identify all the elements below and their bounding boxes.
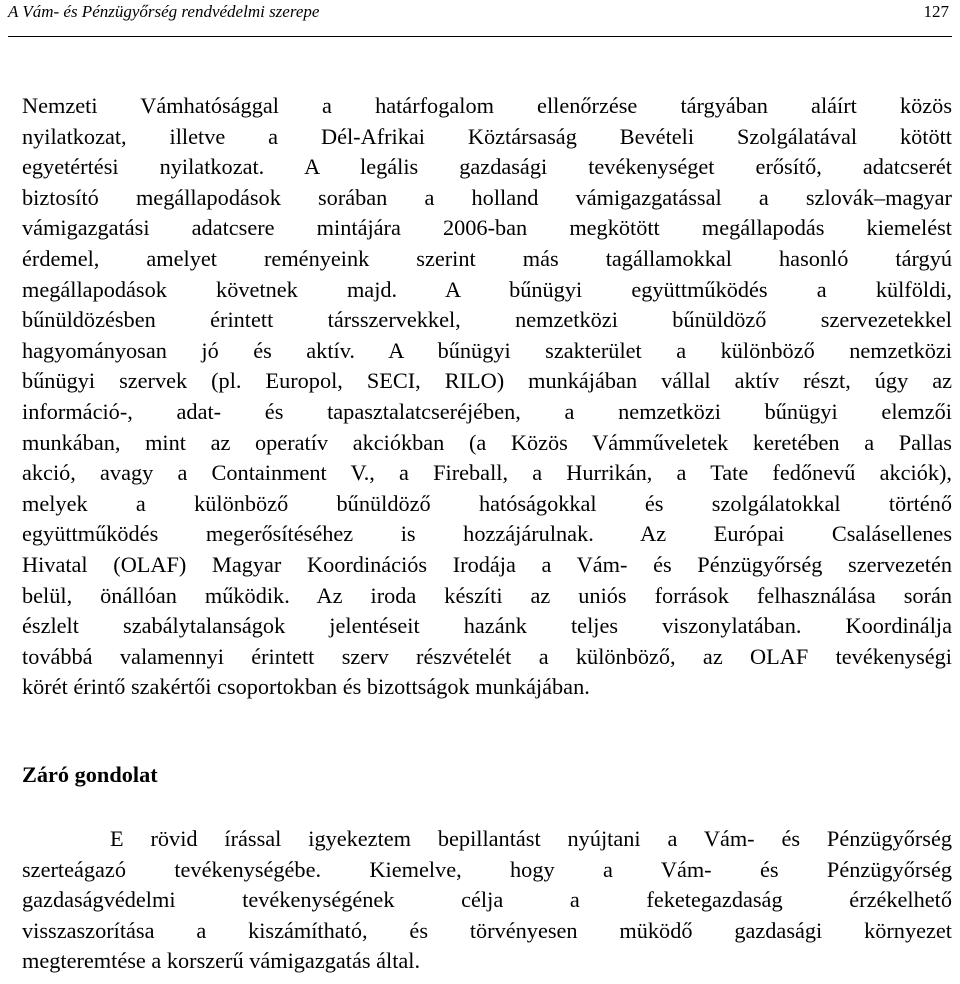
text-line: E rövid írással igyekeztem bepillantást nyújtani a Vám- és Pénzügyőrség	[110, 826, 952, 851]
text-line: melyek a különböző bűnüldöző hatóságokkal és szolgálatokkal történő	[22, 490, 952, 516]
text-line: vámigazgatási adatcsere mintájára 2006-ban megkötött megállapodás kiemelést	[22, 215, 952, 241]
running-title: A Vám- és Pénzügyőrség rendvédelmi szerepe	[8, 2, 320, 21]
text-line: nyilatkozat, illetve a Dél-Afrikai Köztársaság Bevételi Szolgálatával kötött	[22, 123, 952, 149]
text-line: körét érintő szakértői csoportokban és bizottságok munkájában.	[22, 674, 590, 700]
body-paragraph	[22, 824, 952, 977]
text-line: érdemel, amelyet reményeink szerint más tagállamokkal hasonló tárgyú	[22, 245, 952, 271]
text-line: biztosító megállapodások sorában a holland vámigazgatással a szlovák–magyar	[22, 184, 952, 210]
text-line: belül, önállóan működik. Az iroda készíti az uniós források felhasználása során	[22, 582, 952, 608]
page-number: 127	[923, 2, 949, 21]
text-line: szerteágazó tevékenységébe. Kiemelve, hogy a Vám- és Pénzügyőrség	[22, 856, 952, 882]
text-line: Hivatal (OLAF) Magyar Koordinációs Irodája a Vám- és Pénzügyőrség szervezetén	[22, 551, 952, 577]
text-line: gazdaságvédelmi tevékenységének célja a feketegazdaság érzékelhető	[22, 887, 952, 913]
text-line: bűnüldözésben érintett társszervekkel, nemzetközi bűnüldöző szervezetekkel	[22, 307, 952, 333]
page-header	[8, 0, 952, 37]
text-line: információ-, adat- és tapasztalatcseréjében, a nemzetközi bűnügyi elemzői	[22, 398, 952, 424]
text-line: akció, avagy a Containment V., a Fireball, a Hurrikán, a Tate fedőnevű akciók),	[22, 460, 952, 486]
text-line: bűnügyi szervek (pl. Europol, SECI, RILO) munkájában vállal aktív részt, úgy az	[22, 368, 952, 394]
section-heading: Záró gondolat	[22, 762, 158, 787]
text-line: továbbá valamennyi érintett szerv részvételét a különböző, az OLAF tevékenységi	[22, 643, 952, 669]
text-line: együttműködés megerősítéséhez is hozzájárulnak. Az Európai Csalásellenes	[22, 521, 952, 547]
text-line: megteremtése a korszerű vámigazgatás által.	[22, 948, 421, 974]
text-line: megállapodások követnek majd. A bűnügyi együttműködés a külföldi,	[22, 276, 952, 302]
text-line: hagyományosan jó és aktív. A bűnügyi szakterület a különböző nemzetközi	[22, 337, 952, 363]
text-line: egyetértési nyilatkozat. A legális gazdasági tevékenységet erősítő, adatcserét	[22, 154, 952, 180]
text-line: Nemzeti Vámhatósággal a határfogalom ellenőrzése tárgyában aláírt közös	[22, 93, 952, 118]
text-line: munkában, mint az operatív akciókban (a Közös Vámműveletek keretében a Pallas	[22, 429, 952, 455]
text-line: visszaszorítása a kiszámítható, és törvényesen müködő gazdasági környezet	[22, 917, 952, 943]
text-line: észlelt szabálytalanságok jelentéseit hazánk teljes viszonylatában. Koordinálja	[22, 613, 952, 639]
body-paragraph	[22, 91, 952, 703]
